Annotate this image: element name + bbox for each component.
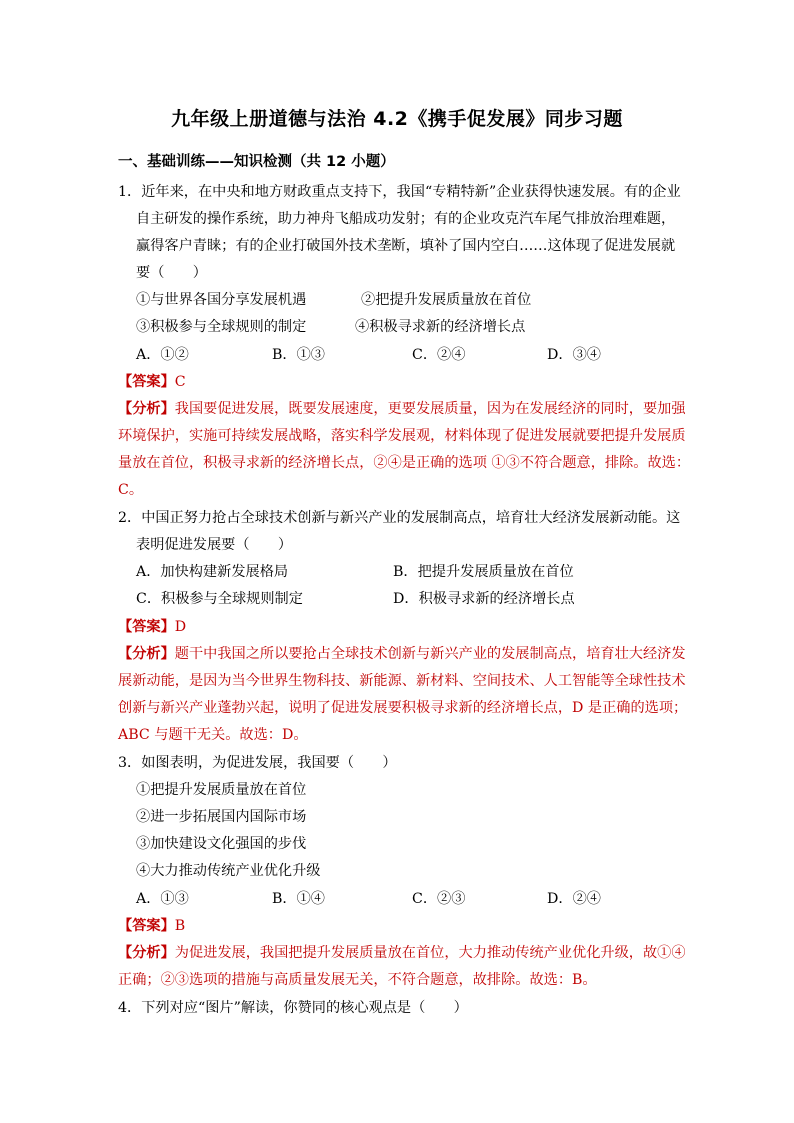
q2-stem-line-1: 2．中国正努力抢占全球技术创新与新兴产业的发展制高点，培育壮大经济发展新动能。这 xyxy=(118,510,681,526)
q3-analysis-tag: 【分析】 xyxy=(118,945,175,961)
q3-choice-a: A．①③ xyxy=(136,891,189,907)
q3-choice-c: C．②③ xyxy=(412,891,466,907)
q1-stem-line-3: 赢得客户青睐；有的企业打破国外技术垄断，填补了国内空白……这体现了促进发展就 xyxy=(136,238,676,254)
q2-answer-tag: 【答案】 xyxy=(118,619,175,635)
q1-statement-3: ③积极参与全球规则的制定 xyxy=(136,319,307,335)
q3-analysis-line-1 xyxy=(118,944,686,962)
q3-analysis-line-2: 正确；②③选项的措施与高质量发展无关，不符合题意，故排除。故选：B。 xyxy=(118,972,597,988)
q3-choice-d: D．②④ xyxy=(547,891,601,907)
q1-stem-line-1: 1．近年来，在中央和地方财政重点支持下，我国“专精特新”企业获得快速发展。有的企业 xyxy=(118,184,681,200)
page-title: 九年级上册道德与法治 4.2《携手促发展》同步习题 xyxy=(171,108,623,130)
q2-analysis-line-4: ABC 与题干无关。故选：D。 xyxy=(118,727,308,743)
q1-analysis-line-2: 环境保护，实施可持续发展战略，落实科学发展观，材料体现了促进发展就要把提升发展质 xyxy=(118,428,686,444)
q2-analysis-line-2: 展新动能，是因为当今世界生物科技、新能源、新材料、空间技术、人工智能等全球性技术 xyxy=(118,673,686,689)
q3-statement-4: ④大力推动传统产业优化升级 xyxy=(136,863,321,879)
q1-statement-2: ②把提升发展质量放在首位 xyxy=(361,292,532,308)
q2-choice-b: B．把提升发展质量放在首位 xyxy=(393,564,574,580)
q1-stem-line-4: 要（ ） xyxy=(136,265,207,281)
q1-analysis-text-1: 我国要促进发展，既要发展速度，更要发展质量，因为在发展经济的同时，要加强 xyxy=(174,401,686,417)
q1-answer-tag: 【答案】 xyxy=(118,374,175,390)
q2-answer xyxy=(118,618,186,636)
q3-choice-b: B．①④ xyxy=(272,891,325,907)
q3-answer-tag: 【答案】 xyxy=(118,918,175,934)
q1-analysis-line-4: C。 xyxy=(118,482,144,498)
q3-stem: 3．如图表明，为促进发展，我国要（ ） xyxy=(118,755,397,771)
q1-answer-value: C xyxy=(174,374,186,390)
q1-answer xyxy=(118,373,186,391)
q1-choice-b: B．①③ xyxy=(272,347,325,363)
q3-analysis-text-1: 为促进发展，我国把提升发展质量放在首位，大力推动传统产业优化升级，故①④ xyxy=(174,945,686,961)
q1-statement-1: ①与世界各国分享发展机遇 xyxy=(136,292,307,308)
q4-stem: 4．下列对应“图片”解读，你赞同的核心观点是（ ） xyxy=(118,1000,468,1016)
q2-choice-a: A．加快构建新发展格局 xyxy=(136,564,289,580)
q2-choice-d: D．积极寻求新的经济增长点 xyxy=(393,591,575,607)
q1-choice-d: D．③④ xyxy=(547,347,601,363)
q3-answer xyxy=(118,917,185,935)
q2-analysis-text-1: 题干中我国之所以要抢占全球技术创新与新兴产业的发展制高点，培育壮大经济发 xyxy=(174,646,686,662)
q2-analysis-line-3: 创新与新兴产业蓬勃兴起，说明了促进发展要积极寻求新的经济增长点，D 是正确的选项； xyxy=(118,700,688,716)
q2-answer-value: D xyxy=(174,619,187,635)
q2-analysis-line-1 xyxy=(118,645,686,663)
section-heading: 一、基础训练——知识检测（共 12 小题） xyxy=(118,154,395,170)
q3-statement-2: ②进一步拓展国内国际市场 xyxy=(136,809,307,825)
q3-statement-3: ③加快建设文化强国的步伐 xyxy=(136,836,307,852)
q1-analysis-line-1 xyxy=(118,400,686,418)
q1-stem-line-2: 自主研发的操作系统，助力神舟飞船成功发射；有的企业攻克汽车尾气排放治理难题， xyxy=(136,211,676,227)
q3-answer-value: B xyxy=(174,918,186,934)
q2-stem-line-2: 表明促进发展要（ ） xyxy=(136,537,293,553)
q1-choice-a: A．①② xyxy=(136,347,189,363)
q1-statement-4: ④积极寻求新的经济增长点 xyxy=(355,319,526,335)
q1-choice-c: C．②④ xyxy=(412,347,466,363)
q1-analysis-line-3: 量放在首位，积极寻求新的经济增长点，②④是正确的选项 ①③不符合题意，排除。故选： xyxy=(118,455,691,471)
q1-analysis-tag: 【分析】 xyxy=(118,401,175,417)
q3-statement-1: ①把提升发展质量放在首位 xyxy=(136,782,307,798)
q2-choice-c: C．积极参与全球规则制定 xyxy=(136,591,303,607)
q2-analysis-tag: 【分析】 xyxy=(118,646,175,662)
